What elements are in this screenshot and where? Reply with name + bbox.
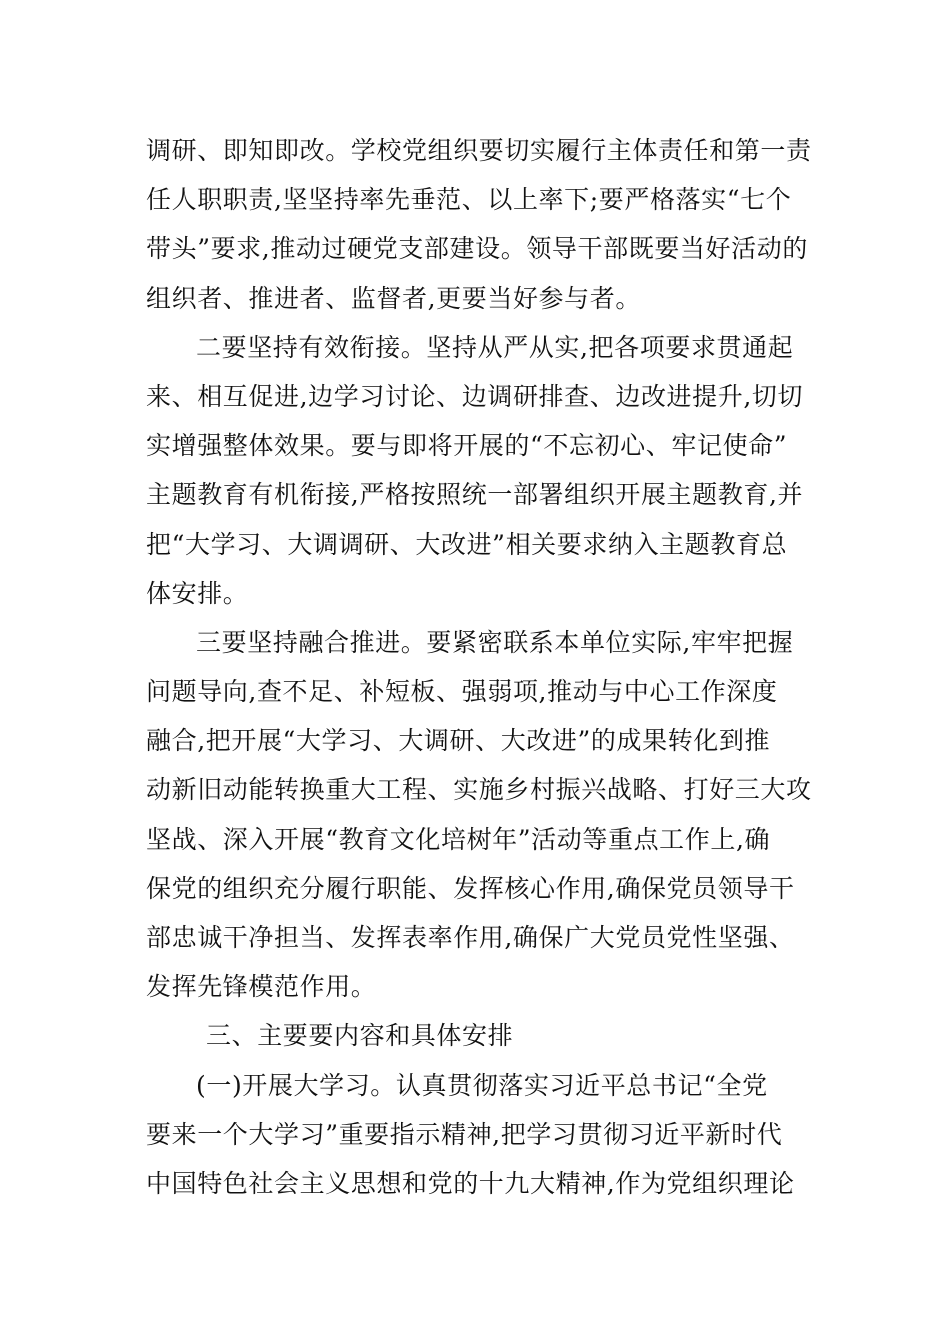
paragraph-first-line: (一)开展大学习。认真贯彻落实习近平总书记“全党 bbox=[196, 1070, 768, 1100]
section-heading: 三、主要要内容和具体安排 bbox=[206, 1021, 514, 1051]
text-line: 任人职职责,坚坚持率先垂范、以上率下;要严格落实“七个 bbox=[146, 185, 792, 215]
text-line: 坚战、深入开展“教育文化培树年”活动等重点工作上,确 bbox=[146, 824, 771, 854]
paragraph-first-line: 三要坚持融合推进。要紧密联系本单位实际,牢牢把握 bbox=[196, 627, 794, 657]
text-line: 实增强整体效果。要与即将开展的“不忘初心、牢记使命” bbox=[146, 431, 788, 461]
text-line: 来、相互促进,边学习讨论、边调研排查、边改进提升,切切 bbox=[146, 381, 804, 411]
text-line: 保党的组织充分履行职能、发挥核心作用,确保党员领导干 bbox=[146, 873, 795, 903]
text-line: 主题教育有机衔接,严格按照统一部署组织开展主题教育,并 bbox=[146, 480, 804, 510]
text-line: 带头”要求,推动过硬党支部建设。领导干部既要当好活动的 bbox=[146, 234, 808, 264]
text-line: 中国特色社会主义思想和党的十九大精神,作为党组织理论 bbox=[146, 1168, 795, 1198]
paragraph-first-line: 二要坚持有效衔接。坚持从严从实,把各项要求贯通起 bbox=[196, 332, 794, 362]
text-line: 融合,把开展“大学习、大调研、大改进”的成果转化到推 bbox=[146, 726, 771, 756]
text-line: 把“大学习、大调调研、大改进”相关要求纳入主题教育总 bbox=[146, 529, 788, 559]
text-line: 调研、即知即改。学校党组织要切实履行主体责任和第一责 bbox=[146, 136, 812, 165]
body-text bbox=[146, 126, 814, 1208]
text-line: 动新旧动能转换重大工程、实施乡村振兴战略、打好三大攻 bbox=[146, 775, 812, 805]
text-line: 组织者、推进者、监督者,更要当好参与者。 bbox=[146, 283, 641, 313]
text-line: 要来一个大学习”重要指示精神,把学习贯彻习近平新时代 bbox=[146, 1119, 783, 1149]
text-line: 部忠诚干净担当、发挥表率作用,确保广大党员党性坚强、 bbox=[146, 923, 795, 952]
text-line: 发挥先锋模范作用。 bbox=[146, 972, 377, 1002]
text-line: 体安排。 bbox=[146, 578, 249, 608]
text-line: 问题导向,查不足、补短板、强弱项,推动与中心工作深度 bbox=[146, 677, 778, 707]
